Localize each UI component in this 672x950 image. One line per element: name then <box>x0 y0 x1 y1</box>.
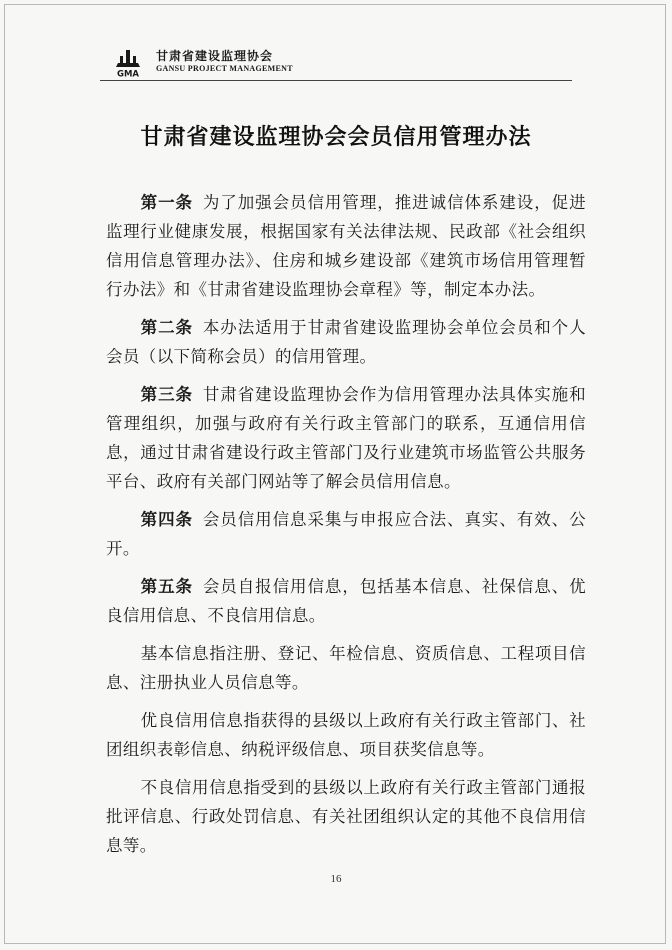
page-header <box>100 42 580 82</box>
logo-text: GMA <box>116 69 140 78</box>
article-label: 第三条 <box>140 385 193 404</box>
article-3 <box>106 380 586 496</box>
document-title: 甘肃省建设监理协会会员信用管理办法 <box>140 125 532 150</box>
article-label: 第五条 <box>140 577 193 596</box>
org-name: 甘肃省建设监理协会 <box>156 49 274 63</box>
article-label: 第二条 <box>140 318 193 337</box>
article-1 <box>106 188 586 304</box>
sub-paragraph-basic-info: 基本信息指注册、登记、年检信息、资质信息、工程项目信息、注册执业人员信息等。 <box>106 644 586 692</box>
association-logo-icon <box>108 48 148 78</box>
article-4 <box>106 505 586 563</box>
article-text: 会员自报信用信息，包括基本信息、社保信息、优良信用信息、不良信用信息。 <box>106 577 586 625</box>
article-2 <box>106 313 586 371</box>
sub-paragraph-good-credit: 优良信用信息指获得的县级以上政府有关行政主管部门、社团组织表彰信息、纳税评级信息、项目获奖信息等。 <box>106 711 586 759</box>
header-divider <box>100 80 572 81</box>
document-body <box>106 188 586 869</box>
article-text: 甘肃省建设监理协会作为信用管理办法具体实施和管理组织，加强与政府有关行政主管部门的联系，互通信用信息，通过甘肃省建设行政主管部门及行业建筑市场监管公共服务平台、政府有关部门网站等了解会员信用信息。 <box>106 385 586 491</box>
sub-paragraph-bad-credit: 不良信用信息指受到的县级以上政府有关行政主管部门通报批评信息、行政处罚信息、有关社团组织认定的其他不良信用信息等。 <box>106 778 586 855</box>
article-5 <box>106 572 586 630</box>
article-text: 本办法适用于甘肃省建设监理协会单位会员和个人会员（以下简称会员）的信用管理。 <box>106 318 586 366</box>
article-text: 会员信用信息采集与申报应合法、真实、有效、公开。 <box>106 510 586 558</box>
article-label: 第一条 <box>140 193 193 212</box>
org-name-en: GANSU PROJECT MANAGEMENT <box>156 64 293 73</box>
article-text: 为了加强会员信用管理，推进诚信体系建设，促进监理行业健康发展，根据国家有关法律法规、民政部《社会组织信用信息管理办法》、住房和城乡建设部《建筑市场信用管理暂行办法》和《甘肃省建设监理协会章程》等，制定本办法。 <box>106 193 586 299</box>
page-number: 16 <box>330 873 342 885</box>
article-label: 第四条 <box>140 510 193 529</box>
